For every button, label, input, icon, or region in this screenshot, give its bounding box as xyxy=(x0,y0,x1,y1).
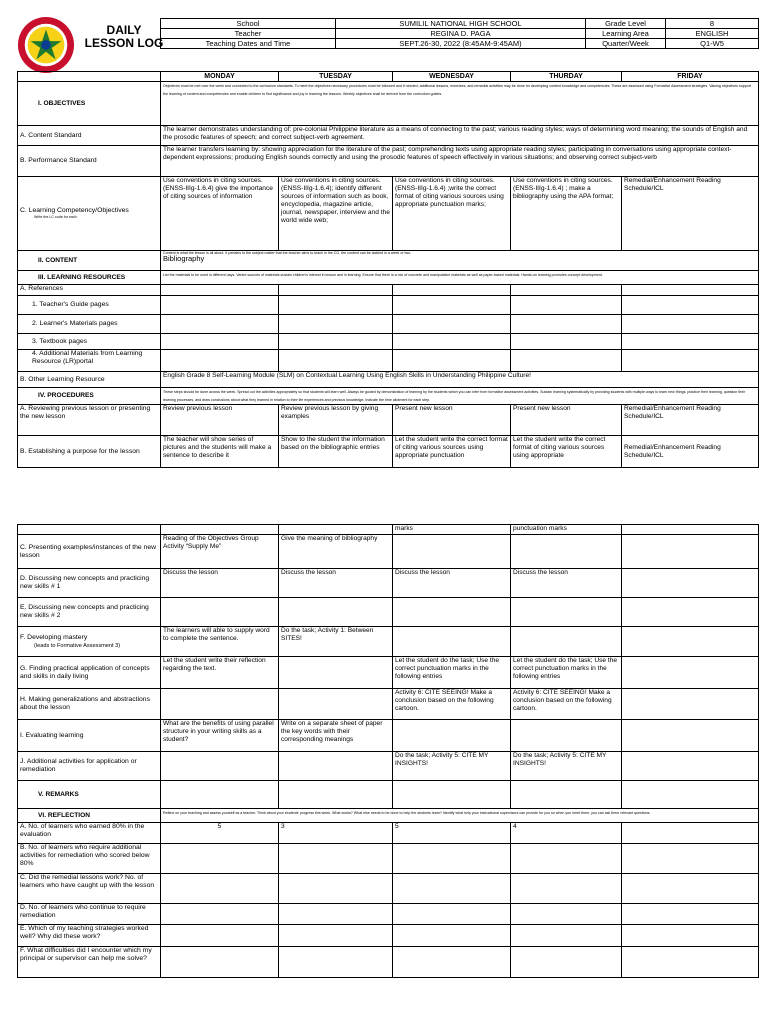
reflection-a-tue: 3 xyxy=(279,823,393,844)
tb-mon xyxy=(161,334,279,350)
procedure-f-sub: (leads to Formative Assessment 3) xyxy=(34,642,121,649)
procedure-a-mon: Review previous lesson xyxy=(161,405,279,436)
tg-fri xyxy=(622,296,759,315)
procedure-c-fri xyxy=(622,535,759,569)
carry-mon xyxy=(161,525,279,535)
procedure-b-wed: Let the student write the correct format of citing various sources using appropriate punctuation xyxy=(393,436,511,468)
objectives-label: I. OBJECTIVES xyxy=(18,82,161,126)
reflection-b-mon xyxy=(161,844,279,874)
reflection-b-label: B. No. of learners who require additional activities for remediation who scored below 80% xyxy=(18,844,161,874)
carry-over-row xyxy=(18,525,759,535)
procedure-a-tue: Review previous lesson by giving examples xyxy=(279,405,393,436)
competency-wednesday: Use conventions in citing sources. (ENSS-IIIg-1.6.4) ;write the correct format of citing various sources using appropriate punctuation marks; xyxy=(393,177,511,251)
teacher-value: REGINA D. PAGA xyxy=(336,29,586,39)
reflection-f-mon xyxy=(161,947,279,978)
header xyxy=(17,16,758,56)
procedures-note: These steps should be done across the week. Spread out the activities appropriately so that students will learn well. Always be guided by demonstration of learning by the students which you can infer from formative assessment activities. Sustain learning systematically by providing students with multiple ways to learn new things, practice their learning, question their learning processes, and draw conclusions about what they learned in relation to their life experiences and previous knowledge. Indicate the time allotment for each step. xyxy=(161,388,759,405)
tg-row xyxy=(18,296,759,315)
procedure-g-row xyxy=(18,657,759,689)
reflection-b-tue xyxy=(279,844,393,874)
remarks-row xyxy=(18,781,759,809)
procedure-h-mon xyxy=(161,689,279,720)
references-row xyxy=(18,285,759,296)
procedure-f-thu xyxy=(511,627,622,657)
competency-row xyxy=(18,177,759,251)
day-friday: FRIDAY xyxy=(622,72,759,82)
objectives-row xyxy=(18,82,759,126)
remarks-fri xyxy=(622,781,759,809)
reflection-c-mon xyxy=(161,874,279,904)
reflection-c-wed xyxy=(393,874,511,904)
procedure-h-tue xyxy=(279,689,393,720)
procedure-b-mon: The teacher will show series of pictures and the students will make a sentence to describe it xyxy=(161,436,279,468)
procedure-d-fri xyxy=(622,569,759,598)
content-standard-row xyxy=(18,126,759,146)
procedure-b-tue: Show to the student the information based on the bibliographic entries xyxy=(279,436,393,468)
carry-tue xyxy=(279,525,393,535)
content-label: II. CONTENT xyxy=(18,251,161,271)
tb-wed xyxy=(393,334,511,350)
carry-label xyxy=(18,525,161,535)
content-cell xyxy=(161,251,759,271)
procedure-j-wed: Do the task; Activity 5: CITE MY INSIGHTS! xyxy=(393,752,511,781)
content-value: Bibliography xyxy=(163,254,205,264)
carry-thu: punctuation marks xyxy=(511,525,622,535)
reflection-a-thu: 4 xyxy=(511,823,622,844)
procedure-e-wed xyxy=(393,598,511,627)
carry-fri xyxy=(622,525,759,535)
procedure-c-mon: Reading of the Objectives Group Activity “Supply Me” xyxy=(161,535,279,569)
procedure-j-tue xyxy=(279,752,393,781)
resources-row xyxy=(18,271,759,285)
procedure-f-row xyxy=(18,627,759,657)
lr-thu xyxy=(511,350,622,372)
content-standard-text: The learner demonstrates understanding of: pre-colonial Philippine literature as a means of connecting to the past; various reading styles; ways of determining word meaning; the sounds of English and the prosodic features of speech; and correct subject-verb agreement. xyxy=(161,126,759,146)
reflection-a-label: A. No. of learners who earned 80% in the evaluation xyxy=(18,823,161,844)
procedure-a-wed: Present new lesson xyxy=(393,405,511,436)
procedure-e-label: E. Discussing new concepts and practicing new skills # 2 xyxy=(18,598,161,627)
school-value: SUMILIL NATIONAL HIGH SCHOOL xyxy=(336,19,586,29)
lm-mon xyxy=(161,315,279,334)
references-fri xyxy=(622,285,759,296)
procedure-i-label: I. Evaluating learning xyxy=(18,720,161,752)
performance-standard-label: B. Performance Standard xyxy=(18,146,161,177)
remarks-wed xyxy=(393,781,511,809)
lr-mon xyxy=(161,350,279,372)
reflection-e-fri xyxy=(622,925,759,947)
tg-thu xyxy=(511,296,622,315)
dates-value: SEPT.26-30, 2022 (8:45AM-9:45AM) xyxy=(336,39,586,49)
day-monday: MONDAY xyxy=(161,72,279,82)
reflection-a-mon: 5 xyxy=(161,823,279,844)
reflection-d-thu xyxy=(511,904,622,925)
lm-thu xyxy=(511,315,622,334)
area-value: ENGLISH xyxy=(666,29,759,39)
content-note: Content is what the lesson is all about. It pertains to the subject matter that the teacher aims to teach in the CG, the content can be tackled in a week or two. xyxy=(163,251,412,255)
reflection-f-tue xyxy=(279,947,393,978)
lr-wed xyxy=(393,350,511,372)
competency-monday: Use conventions in citing sources. (ENSS-IIIg-1.6.4) give the importance of citing sources of information xyxy=(161,177,279,251)
objectives-note: Objectives must be met over the week and connected to the curriculum standards. To meet the objectives necessary procedures must be followed and if needed, additional lessons, exercises, and remedial activities may be done for developing content knowledge and competencies. These are assessed using Formative Assessment strategies. Valuing objectives support the learning of content and competencies and enable children to find significance and joy in learning the lessons. Weekly objectives shall be derived from the curriculum guides. xyxy=(161,82,759,126)
competency-tuesday: Use conventions in citing sources. (ENSS-IIIg-1.6.4); identify different sources of information such as book, encyclopedia, magazine article, journal, newspaper, interview and the world wide web; xyxy=(279,177,393,251)
day-thursday: THURDAY xyxy=(511,72,622,82)
resources-note: List the materials to be used in different days. Varied sources of materials sustain children's interest in lesson and in learning. Ensure that there is a mix of concrete and manipulative materials as well as paper-based materials. Hands-on learning promotes concept development. xyxy=(161,271,759,285)
procedure-b-label: B. Establishing a purpose for the lesson xyxy=(18,436,161,468)
procedure-h-fri xyxy=(622,689,759,720)
reflection-d-label: D. No. of learners who continue to require remediation xyxy=(18,904,161,925)
procedure-g-thu: Let the student do the task; Use the correct punctuation marks in the following entries xyxy=(511,657,622,689)
procedure-e-thu xyxy=(511,598,622,627)
procedure-d-label: D. Discussing new concepts and practicing new skills # 1 xyxy=(18,569,161,598)
reflection-f-label: F. What difficulties did I encounter which my principal or supervisor can help me solve? xyxy=(18,947,161,978)
references-mon xyxy=(161,285,279,296)
header-table xyxy=(160,18,759,49)
procedure-c-thu xyxy=(511,535,622,569)
reflection-d-wed xyxy=(393,904,511,925)
reflection-f-fri xyxy=(622,947,759,978)
reflection-d-tue xyxy=(279,904,393,925)
reflection-d-row xyxy=(18,904,759,925)
lm-wed xyxy=(393,315,511,334)
procedure-c-label: C. Presenting examples/instances of the new lesson xyxy=(18,535,161,569)
procedure-g-label: G. Finding practical application of concepts and skills in daily living xyxy=(18,657,161,689)
reflection-f-row xyxy=(18,947,759,978)
procedure-a-label: A. Reviewing previous lesson or presenting the new lesson xyxy=(18,405,161,436)
procedure-d-tue: Discuss the lesson xyxy=(279,569,393,598)
competency-label: C. Learning Competency/Objectives xyxy=(20,207,129,215)
reflection-label: VI. REFLECTION xyxy=(18,809,161,823)
procedure-g-wed: Let the student do the task; Use the correct punctuation marks in the following entries xyxy=(393,657,511,689)
tg-label: 1. Teacher's Guide pages xyxy=(18,296,161,315)
procedure-d-mon: Discuss the lesson xyxy=(161,569,279,598)
lesson-table-page-2 xyxy=(17,524,759,978)
carry-wed: marks xyxy=(393,525,511,535)
other-resource-value: English Grade 8 Self-Learning Module (SLM) on Contextual Learning Using English Skills in Understanding Philippine Culture! xyxy=(161,372,759,388)
procedure-d-wed: Discuss the lesson xyxy=(393,569,511,598)
other-resource-label: B. Other Learning Resource xyxy=(18,372,161,388)
lr-label: 4. Additional Materials from Learning Resource (LR)portal xyxy=(18,350,161,372)
procedure-c-row xyxy=(18,535,759,569)
reflection-b-thu xyxy=(511,844,622,874)
reflection-a-fri xyxy=(622,823,759,844)
procedure-e-row xyxy=(18,598,759,627)
blank-corner xyxy=(18,72,161,82)
procedure-b-row xyxy=(18,436,759,468)
procedure-a-row xyxy=(18,405,759,436)
procedure-j-mon xyxy=(161,752,279,781)
reflection-c-thu xyxy=(511,874,622,904)
procedure-d-thu: Discuss the lesson xyxy=(511,569,622,598)
procedures-label: IV. PROCEDURES xyxy=(18,388,161,405)
lm-label: 2. Learner's Materials pages xyxy=(18,315,161,334)
reflection-e-tue xyxy=(279,925,393,947)
day-tuesday: TUESDAY xyxy=(279,72,393,82)
procedure-i-mon: What are the benefits of using parallel structure in your writing skills as a student? xyxy=(161,720,279,752)
day-header-row xyxy=(18,72,759,82)
reflection-f-thu xyxy=(511,947,622,978)
references-tue xyxy=(279,285,393,296)
document-title xyxy=(79,24,169,50)
procedure-c-wed xyxy=(393,535,511,569)
reflection-b-wed xyxy=(393,844,511,874)
procedure-a-thu: Present new lesson xyxy=(511,405,622,436)
procedure-h-thu: Activity 6: CITE SEEING! Make a conclusion based on the following cartoon. xyxy=(511,689,622,720)
school-label: School xyxy=(161,19,336,29)
reflection-b-row xyxy=(18,844,759,874)
tg-mon xyxy=(161,296,279,315)
reflection-e-thu xyxy=(511,925,622,947)
references-thu xyxy=(511,285,622,296)
teacher-label: Teacher xyxy=(161,29,336,39)
reflection-d-fri xyxy=(622,904,759,925)
reflection-c-row xyxy=(18,874,759,904)
school-seal-icon xyxy=(17,16,75,74)
procedure-f-label: F. Developing mastery xyxy=(20,633,88,641)
reflection-d-mon xyxy=(161,904,279,925)
tb-fri xyxy=(622,334,759,350)
tg-tue xyxy=(279,296,393,315)
procedures-row xyxy=(18,388,759,405)
procedure-j-row xyxy=(18,752,759,781)
reflection-c-fri xyxy=(622,874,759,904)
remarks-tue xyxy=(279,781,393,809)
references-wed xyxy=(393,285,511,296)
tb-label: 3. Textbook pages xyxy=(18,334,161,350)
remarks-mon xyxy=(161,781,279,809)
reflection-c-tue xyxy=(279,874,393,904)
reflection-a-wed: 5 xyxy=(393,823,511,844)
tb-thu xyxy=(511,334,622,350)
competency-sub: Write the LC code for each. xyxy=(34,215,78,220)
lesson-table-page-1 xyxy=(17,71,759,468)
resources-label: III. LEARNING RESOURCES xyxy=(18,271,161,285)
reflection-c-label: C. Did the remedial lessons work? No. of learners who have caught up with the lesson xyxy=(18,874,161,904)
reflection-f-wed xyxy=(393,947,511,978)
reflection-e-wed xyxy=(393,925,511,947)
tb-row xyxy=(18,334,759,350)
remarks-thu xyxy=(511,781,622,809)
area-label: Learning Area xyxy=(586,29,666,39)
quarter-label: Quarter/Week xyxy=(586,39,666,49)
reflection-row xyxy=(18,809,759,823)
procedure-i-wed xyxy=(393,720,511,752)
lesson-log-page-1 xyxy=(17,16,758,459)
procedure-g-mon: Let the student write their reflection regarding the text. xyxy=(161,657,279,689)
procedure-i-row xyxy=(18,720,759,752)
other-resource-row xyxy=(18,372,759,388)
competency-thursday: Use conventions in citing sources. (ENSS-IIIg-1.6.4) ; make a bibliography using the APA format; xyxy=(511,177,622,251)
procedure-f-fri xyxy=(622,627,759,657)
lr-fri xyxy=(622,350,759,372)
lr-tue xyxy=(279,350,393,372)
quarter-value: Q1-W5 xyxy=(666,39,759,49)
procedure-g-tue xyxy=(279,657,393,689)
references-label: A. References xyxy=(18,285,161,296)
procedure-b-fri: Remedial/Enhancement Reading Schedule/ICL xyxy=(622,436,759,468)
performance-standard-text: The learner transfers learning by: showing appreciation for the literature of the past; comprehending texts using appropriate reading styles; participating in conversations using appropriate context-dependent expressions; producing English sounds correctly and using the prosodic features of speech effectively in various situations; and observing correct subject-verb xyxy=(161,146,759,177)
reflection-e-row xyxy=(18,925,759,947)
reflection-b-fri xyxy=(622,844,759,874)
title-line-2: LESSON LOG xyxy=(84,36,164,50)
reflection-e-mon xyxy=(161,925,279,947)
reflection-note: Reflect on your teaching and assess yourself as a teacher. Think about your students' progress this week. What works? What else needs to be done to help the students learn? Identify what help your instructional supervisors can provide for you so when you meet them, you can ask them relevant questions. xyxy=(161,809,759,823)
procedure-h-wed: Activity 6: CITE SEEING! Make a conclusion based on the following cartoon. xyxy=(393,689,511,720)
dates-label: Teaching Dates and Time xyxy=(161,39,336,49)
procedure-e-mon xyxy=(161,598,279,627)
procedure-h-label: H. Making generalizations and abstractions about the lesson xyxy=(18,689,161,720)
competency-label-cell xyxy=(18,177,161,251)
procedure-h-row xyxy=(18,689,759,720)
procedure-f-wed xyxy=(393,627,511,657)
procedure-g-fri xyxy=(622,657,759,689)
lm-fri xyxy=(622,315,759,334)
procedure-c-tue: Give the meaning of bibliography xyxy=(279,535,393,569)
tg-wed xyxy=(393,296,511,315)
content-row xyxy=(18,251,759,271)
day-wednesday: WEDNESDAY xyxy=(393,72,511,82)
lm-tue xyxy=(279,315,393,334)
remarks-label: V. REMARKS xyxy=(18,781,161,809)
competency-friday: Remedial/Enhancement Reading Schedule/ICL xyxy=(622,177,759,251)
lr-row xyxy=(18,350,759,372)
procedure-i-fri xyxy=(622,720,759,752)
procedure-e-fri xyxy=(622,598,759,627)
procedure-b-thu: Let the student write the correct format of citing various sources using appropriate xyxy=(511,436,622,468)
procedure-f-tue: Do the task; Activity 1: Between SITES! xyxy=(279,627,393,657)
procedure-f-label-cell xyxy=(18,627,161,657)
grade-value: 8 xyxy=(666,19,759,29)
procedure-a-fri: Remedial/Enhancement Reading Schedule/ICL xyxy=(622,405,759,436)
title-line-1: DAILY xyxy=(106,23,142,37)
procedure-j-fri xyxy=(622,752,759,781)
procedure-j-label: J. Additional activities for application or remediation xyxy=(18,752,161,781)
content-standard-label: A. Content Standard xyxy=(18,126,161,146)
tb-tue xyxy=(279,334,393,350)
procedure-j-thu: Do the task; Activity 5: CITE MY INSIGHTS! xyxy=(511,752,622,781)
reflection-e-label: E. Which of my teaching strategies worked well? Why did these work? xyxy=(18,925,161,947)
grade-label: Grade Level xyxy=(586,19,666,29)
performance-standard-row xyxy=(18,146,759,177)
procedure-e-tue xyxy=(279,598,393,627)
lm-row xyxy=(18,315,759,334)
reflection-a-row xyxy=(18,823,759,844)
procedure-i-tue: Write on a separate sheet of paper the key words with their corresponding meanings xyxy=(279,720,393,752)
procedure-f-mon: The learners will able to supply word to complete the sentence. xyxy=(161,627,279,657)
procedure-d-row xyxy=(18,569,759,598)
procedure-i-thu xyxy=(511,720,622,752)
